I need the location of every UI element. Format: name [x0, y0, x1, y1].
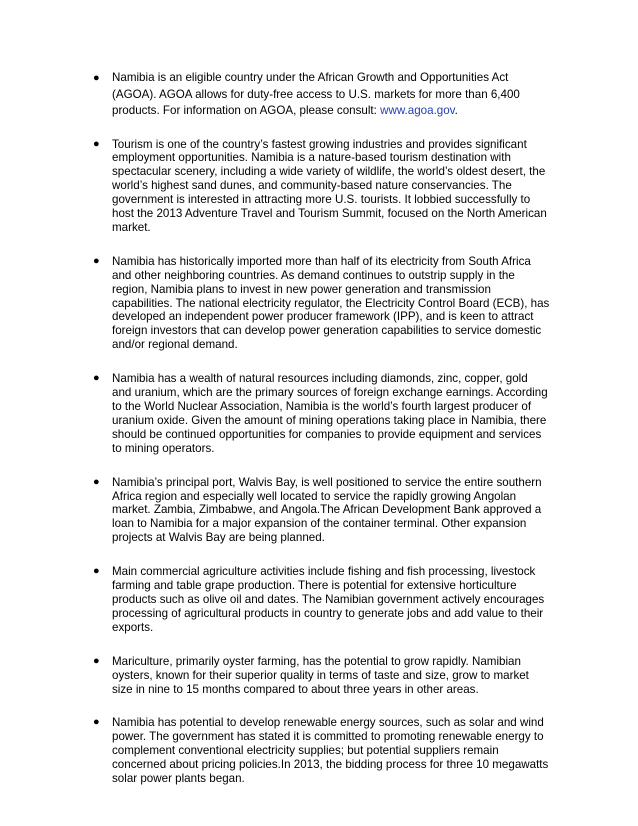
list-item-text: Tourism is one of the country’s fastest growing industries and provides significant employment opportunities. Namibia is a nature-based tourism destination with spectacular scenery, including a wide variety of wildlife, the world’s oldest desert, the world’s highest sand dunes, and community-based nature conservancies. The government is interested in attracting more U.S. tourists. It lobbied successfully to host the 2013 Adventure Travel and Tourism Summit, focused on the North American market. — [112, 137, 547, 234]
list-item-agoa — [90, 70, 550, 120]
bullet-icon: ● — [93, 137, 100, 150]
list-item-tourism — [90, 138, 550, 235]
list-item-electricity — [90, 255, 550, 352]
list-item-text: Mariculture, primarily oyster farming, has the potential to grow rapidly. Namibian oysters, known for their superior quality in terms of taste and size, grow to market size in nine to 15 months compared to about three years in other areas. — [112, 654, 529, 696]
bullet-icon: ● — [93, 654, 100, 667]
bullet-list — [90, 70, 550, 806]
bullet-icon: ● — [93, 716, 100, 729]
bullet-icon: ● — [93, 254, 100, 267]
agoa-link[interactable]: www.agoa.gov — [380, 104, 455, 117]
bullet-icon: ● — [93, 72, 100, 84]
list-item-text-end: . — [454, 104, 458, 117]
list-item-text: Main commercial agriculture activities include fishing and fish processing, livestock farming and table grape production. There is potential for extensive horticulture products such as olive oil and dates. The Namibian government actively encourages processing of agricultural products in country to generate jobs and add value to their exports. — [112, 565, 545, 634]
list-item-renewable-energy — [90, 716, 550, 786]
bullet-icon: ● — [93, 565, 100, 578]
list-item-text: Namibia has a wealth of natural resources including diamonds, zinc, copper, gold and uranium, which are the primary sources of foreign exchange earnings. According to the World Nuclear Association, Namibia is the world’s fourth largest producer of uranium oxide. Given the amount of mining operations taking place in Namibia, there should be continued opportunities for companies to provide equipment and services to mining operators. — [112, 372, 548, 455]
bullet-icon: ● — [93, 372, 100, 385]
list-item-text: Namibia has historically imported more than half of its electricity from South Africa and other neighboring countries. As demand continues to outstrip supply in the region, Namibia plans to invest in new power generation and transmission capabilities. The national electricity regulator, the Electricity Control Board (ECB), has developed an independent power producer framework (IPP), and is keen to attract foreign investors that can develop power generation capabilities to service domestic and/or regional demand. — [112, 254, 550, 352]
list-item-agriculture — [90, 565, 550, 635]
list-item-mariculture — [90, 655, 550, 697]
bullet-icon: ● — [93, 475, 100, 488]
list-item-text: Namibia has potential to develop renewable energy sources, such as solar and wind power. The government has stated it is committed to promoting renewable energy to complement conventional electricity supplies; but potential suppliers remain concerned about pricing policies.In 2013, the bidding process for three 10 megawatts solar power plants began. — [112, 716, 549, 786]
list-item-text: Namibia is an eligible country under the African Growth and Opportunities Act (AGOA). AGOA allows for duty-free access to U.S. markets for more than 6,400 products. For information on AGOA, please consult: — [112, 71, 520, 117]
list-item-walvis-bay — [90, 476, 550, 546]
list-item-text: Namibia’s principal port, Walvis Bay, is well positioned to service the entire southern Africa region and especially well located to service the rapidly growing Angolan market. Zambia, Zimbabwe, and Angola.The African Development Bank approved a loan to Namibia for a major expansion of the container terminal. Other expansion projects at Walvis Bay are being planned. — [112, 475, 542, 545]
list-item-natural-resources — [90, 372, 550, 455]
